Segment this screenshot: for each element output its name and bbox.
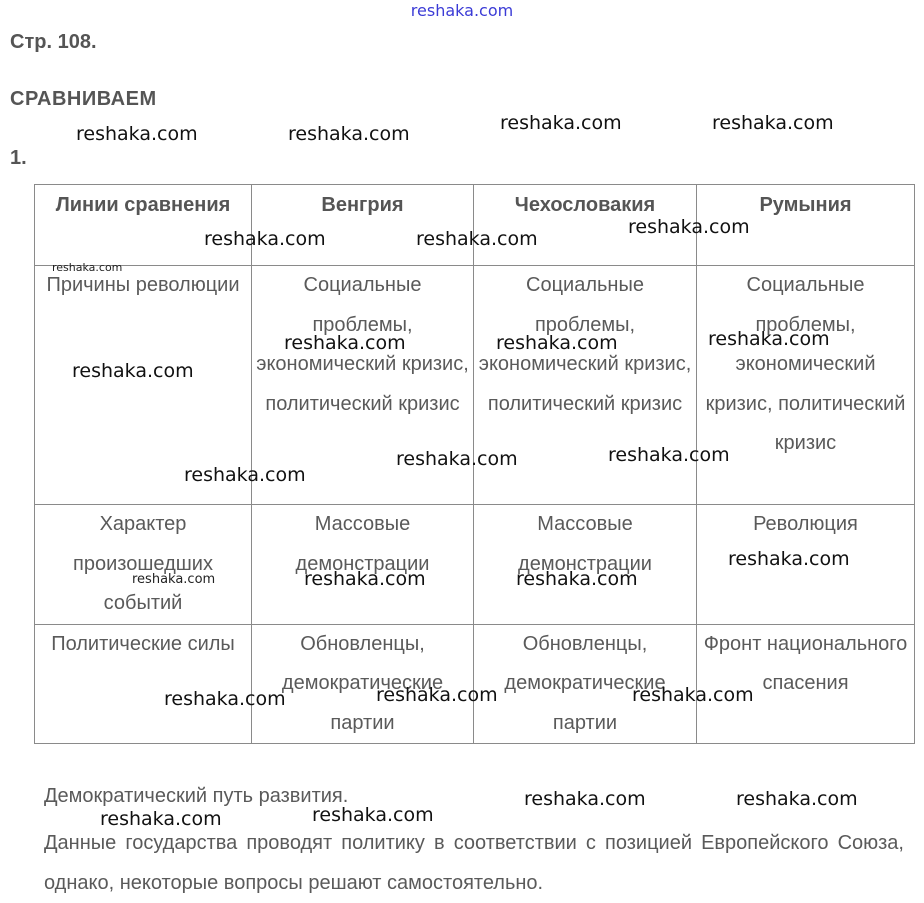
watermark: reshaka.com [712, 112, 834, 134]
watermark: reshaka.com [132, 572, 216, 587]
watermark: reshaka.com [184, 464, 306, 486]
watermark: reshaka.com [632, 684, 754, 706]
watermark: reshaka.com [608, 444, 730, 466]
table-cell: Массовые демонстрации [252, 505, 474, 625]
watermark: reshaka.com [396, 448, 518, 470]
watermark: reshaka.com [736, 788, 858, 810]
table-cell: Характер произошедших событий [35, 505, 252, 625]
table-cell: Обновленцы, демократические партии [252, 624, 474, 744]
table-cell: Социальные проблемы, экономический кризис, политический кризис [474, 266, 697, 505]
header-cell: Венгрия [252, 185, 474, 266]
header-cell: Румыния [697, 185, 915, 266]
table-cell: Массовые демонстрации [474, 505, 697, 625]
page-number: Стр. 108. [10, 31, 97, 53]
watermark: reshaka.com [376, 684, 498, 706]
watermark: reshaka.com [72, 360, 194, 382]
table-cell: Причины революции [35, 266, 252, 505]
table-header-row [35, 185, 915, 266]
watermark: reshaka.com [288, 123, 410, 145]
watermark: reshaka.com [524, 788, 646, 810]
watermark: reshaka.com [516, 568, 638, 590]
watermark: reshaka.com [164, 688, 286, 710]
table-cell: Политические силы [35, 624, 252, 744]
site-link[interactable]: reshaka.com [410, 1, 514, 20]
watermark: reshaka.com [500, 112, 622, 134]
watermark: reshaka.com [628, 216, 750, 238]
table-cell: Социальные проблемы, экономический кризис, политический кризис [252, 266, 474, 505]
watermark: reshaka.com [416, 228, 538, 250]
watermark: reshaka.com [76, 123, 198, 145]
watermark: reshaka.com [52, 261, 123, 274]
watermark: reshaka.com [708, 328, 830, 350]
paragraph: Данные государства проводят политику в соответствии с позицией Европейского Союза, однако, некоторые вопросы решают самостоятельно. [44, 832, 904, 894]
section-title: СРАВНИВАЕМ [10, 88, 157, 110]
header-cell: Чехословакия [474, 185, 697, 266]
watermark: reshaka.com [728, 548, 850, 570]
watermark: reshaka.com [284, 332, 406, 354]
watermark: reshaka.com [496, 332, 618, 354]
header-cell: Линии сравнения [35, 185, 252, 266]
watermark: reshaka.com [100, 808, 222, 830]
watermark: reshaka.com [304, 568, 426, 590]
table-cell: Фронт национального спасения [697, 624, 915, 744]
task-number: 1. [10, 147, 27, 169]
paragraph: Демократический путь развития. [44, 785, 349, 807]
table-cell: Обновленцы, демократические партии [474, 624, 697, 744]
watermark: reshaka.com [312, 804, 434, 826]
watermark: reshaka.com [204, 228, 326, 250]
table-cell: Революция [697, 505, 915, 625]
table-cell: Социальные проблемы, экономический кризис, политический кризис [697, 266, 915, 505]
